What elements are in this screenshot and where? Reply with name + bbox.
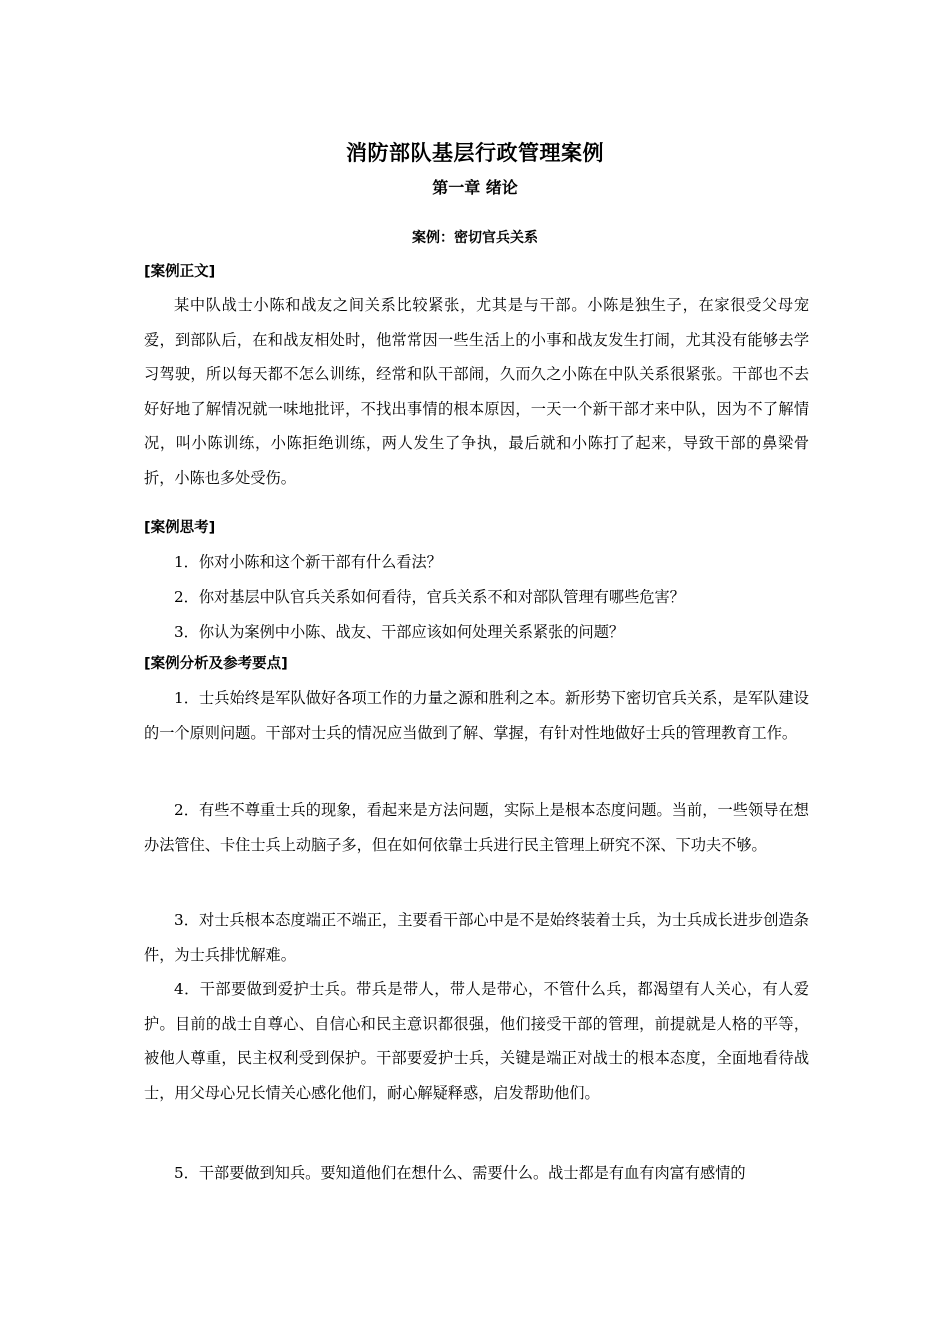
analysis-point: 4．干部要做到爱护士兵。带兵是带人，带人是带心，不管什么兵，都渴望有人关心，有人爱护。目前的战士自尊心、自信心和民主意识都很强，他们接受干部的管理，前提就是人格的平等，被他人尊重，民主权利受到保护。干部要爱护士兵，关键是端正对战士的根本态度，全面地看待战士，用父母心兄长情关心感化他们，耐心解疑释惑，启发帮助他们。 — [144, 980, 809, 1102]
analysis-point: 5．干部要做到知兵。要知道他们在想什么、需要什么。战士都是有血有肉富有感情的 — [174, 1164, 746, 1182]
thinking-question: 3．你认为案例中小陈、战友、干部应该如何处理关系紧张的问题？ — [174, 623, 625, 641]
thinking-question: 1．你对小陈和这个新干部有什么看法？ — [174, 553, 442, 571]
section-heading-thinking: [案例思考] — [144, 520, 216, 536]
section-heading-analysis: [案例分析及参考要点] — [144, 656, 288, 672]
section-heading-body: [案例正文] — [144, 264, 216, 280]
case-body-paragraph: 某中队战士小陈和战友之间关系比较紧张，尤其是与干部。小陈是独生子，在家很受父母宠爱，到部队后，在和战友相处时，他常常因一些生活上的小事和战友发生打闹，尤其没有能够去学习驾驶，所以每天都不怎么训练，经常和队干部闹，久而久之小陈在中队关系很紧张。干部也不去好好地了解情况就一味地批评，不找出事情的根本原因，一天一个新干部才来中队，因为不了解情况，叫小陈训练，小陈拒绝训练，两人发生了争执，最后就和小陈打了起来，导致干部的鼻梁骨折，小陈也多处受伤。 — [144, 296, 809, 487]
analysis-point: 2．有些不尊重士兵的现象，看起来是方法问题，实际上是根本态度问题。当前，一些领导在想办法管住、卡住士兵上动脑子多，但在如何依靠士兵进行民主管理上研究不深、下功夫不够。 — [144, 801, 809, 854]
analysis-point: 3．对士兵根本态度端正不端正，主要看干部心中是不是始终装着士兵，为士兵成长进步创造条件，为士兵排忧解难。 — [144, 911, 809, 964]
case-title: 案例：密切官兵关系 — [412, 230, 538, 246]
thinking-question: 2．你对基层中队官兵关系如何看待，官兵关系不和对部队管理有哪些危害？ — [174, 588, 685, 606]
analysis-point: 1．士兵始终是军队做好各项工作的力量之源和胜利之本。新形势下密切官兵关系，是军队建设的一个原则问题。干部对士兵的情况应当做到了解、掌握，有针对性地做好士兵的管理教育工作。 — [144, 689, 809, 742]
chapter-heading: 第一章 绪论 — [432, 178, 518, 197]
document-title: 消防部队基层行政管理案例 — [346, 141, 604, 165]
